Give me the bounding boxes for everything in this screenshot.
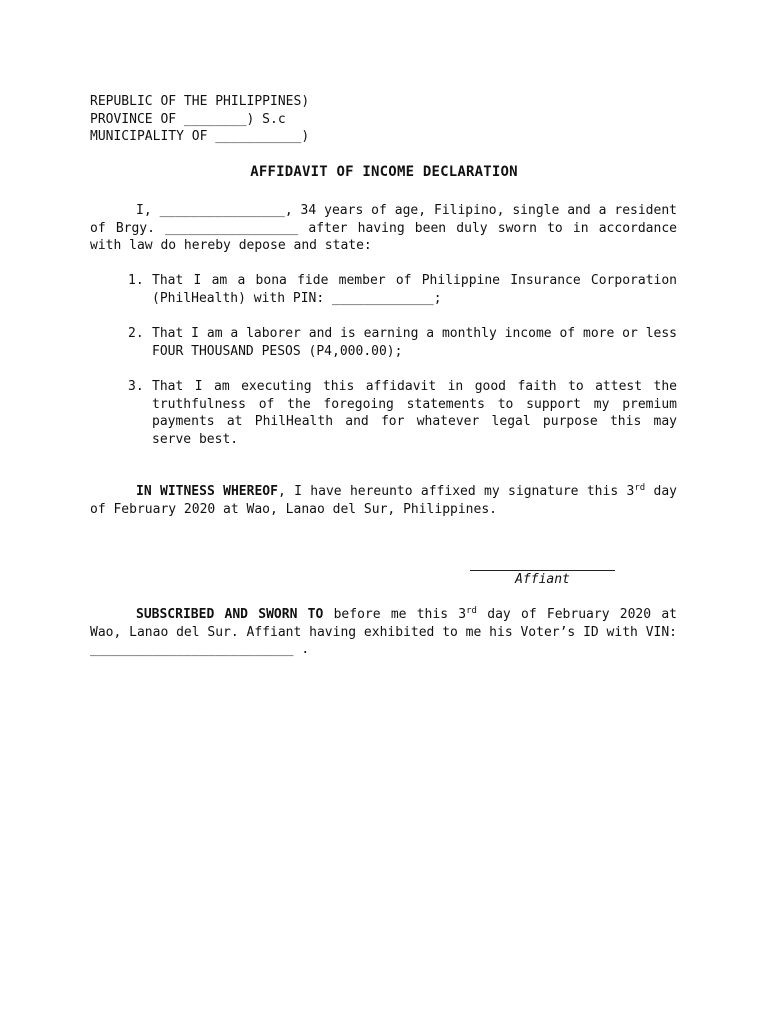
caption-province: PROVINCE OF ________) S.c <box>90 111 286 127</box>
name-blank: ________________ <box>159 203 285 218</box>
list-item <box>128 325 677 360</box>
item-number: 3. <box>128 379 144 394</box>
witness-text: , I have hereunto affixed my signature this 3 <box>277 484 635 499</box>
item-number: 1. <box>128 273 144 288</box>
jurat-heading: SUBSCRIBED AND SWORN TO <box>136 607 324 622</box>
vin-blank: __________________________ <box>90 642 294 657</box>
caption-block <box>90 93 309 146</box>
brgy-blank: _________________ <box>165 220 299 236</box>
item-text: That I am a laborer and is earning a monthly income of more or less FOUR THOUSAND PESOS (P4,000.00); <box>152 326 677 359</box>
intro-rest: after having been duly sworn to in accordance with law do hereby depose and state: <box>90 220 677 253</box>
caption-municipality: MUNICIPALITY OF ___________) <box>90 129 310 144</box>
pin-blank: _____________ <box>332 290 434 306</box>
intro-paragraph <box>90 202 677 255</box>
intro-prefix: I, <box>136 203 160 218</box>
jurat-text-end: . <box>293 642 310 657</box>
intro-mid: , 34 years of age, Filipino, single and a resident of Brgy. <box>90 203 677 236</box>
jurat-text: before me this 3 <box>323 607 467 622</box>
witness-heading: IN WITNESS WHEREOF <box>136 484 278 499</box>
document-title: AFFIDAVIT OF INCOME DECLARATION <box>250 164 518 180</box>
list-item <box>128 378 677 448</box>
item-text: That I am executing this affidavit in good faith to attest the truthfulness of the foregoing statements to support my premium payments at PhilHealth and for whatever legal purpose this may serve best. <box>152 379 677 447</box>
witness-paragraph <box>90 483 677 518</box>
witness-text-end: day of February 2020 at Wao, Lanao del Sur, Philippines. <box>90 484 678 517</box>
statements-list-3 <box>128 378 677 448</box>
jurat-paragraph <box>90 606 677 659</box>
item-text: That I am a bona fide member of Philippine Insurance Corporation (PhilHealth) with PIN: <box>152 273 677 306</box>
statements-list-2 <box>128 325 677 360</box>
jurat-ordinal: rd <box>466 606 477 616</box>
jurat-text-mid: day of February 2020 at Wao, Lanao del Sur. Affiant having exhibited to me his Voter’s ID with VIN: <box>90 607 678 640</box>
list-item <box>128 272 677 307</box>
item-text-end: ; <box>433 290 442 306</box>
affiant-label: Affiant <box>515 572 570 587</box>
caption-republic: REPUBLIC OF THE PHILIPPINES) <box>90 94 310 109</box>
statements-list-1 <box>128 272 677 307</box>
item-number: 2. <box>128 326 144 341</box>
witness-ordinal: rd <box>634 483 646 493</box>
